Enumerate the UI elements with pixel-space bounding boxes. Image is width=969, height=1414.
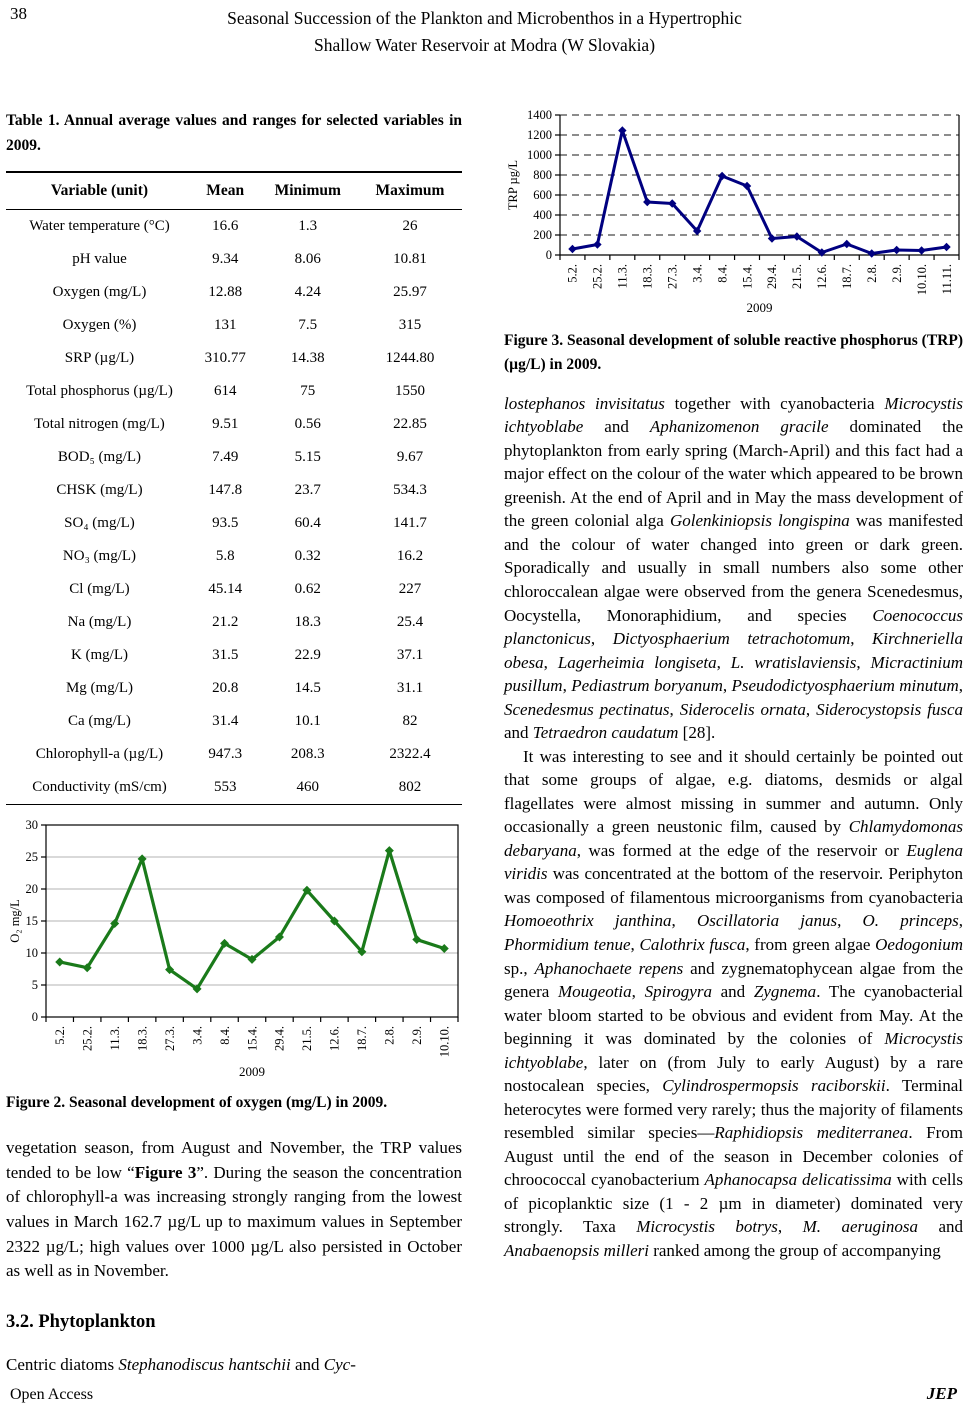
text-segment: , bbox=[722, 676, 732, 696]
figure3-caption: Figure 3. Seasonal development of soluble reactive phosphorus (TRP) (µg/L) in 2009. bbox=[504, 332, 963, 373]
svg-text:29.4.: 29.4. bbox=[765, 264, 780, 290]
text-segment: Phormidium tenue bbox=[504, 934, 631, 954]
variable-cell: NO₃ (mg/L) bbox=[62, 547, 137, 564]
figure2-caption: Figure 2. Seasonal development of oxygen (mg/L) in 2009. bbox=[6, 1093, 388, 1111]
text-segment: was concentrated at the bottom of the reservoir. Periphyton was composed of filamentous microorganisms from cyanobacteria bbox=[504, 864, 963, 907]
text-segment: Golenkiniopsis longispina bbox=[669, 511, 850, 531]
svg-text:29.4.: 29.4. bbox=[272, 1025, 287, 1051]
value-cell: 802 bbox=[398, 778, 422, 795]
text-segment: Lagerheimia longiseta bbox=[557, 652, 717, 672]
variable-cell: Cl (mg/L) bbox=[69, 580, 130, 597]
text-segment: , bbox=[837, 911, 863, 931]
section-heading: 3.2. Phytoplankton bbox=[6, 1311, 156, 1332]
value-cell: 0.62 bbox=[294, 580, 321, 597]
svg-text:15.4.: 15.4. bbox=[740, 264, 755, 290]
text-segment: Kirchneriella obesa bbox=[504, 629, 964, 672]
value-cell: 31.1 bbox=[396, 679, 424, 696]
value-cell: 147.8 bbox=[208, 481, 243, 498]
value-cell: 31.5 bbox=[212, 646, 239, 663]
text-segment: , bbox=[958, 676, 963, 696]
value-cell: 14.38 bbox=[290, 349, 325, 366]
variable-cell: Oxygen (%) bbox=[62, 316, 137, 333]
value-cell: 22.9 bbox=[294, 646, 321, 663]
table1-header-cell: Maximum bbox=[358, 172, 462, 210]
text-segment: and bbox=[711, 982, 754, 1002]
text-segment: with cells of picoplanktic size (1 - 2 µm in diameter) dominated very strongly. Taxa bbox=[504, 1170, 963, 1237]
variable-cell: SO₄ (mg/L) bbox=[64, 514, 135, 531]
svg-text:10.10.: 10.10. bbox=[914, 264, 929, 296]
variable-cell: Total nitrogen (mg/L) bbox=[34, 415, 165, 432]
text-segment: , bbox=[671, 911, 697, 931]
text-segment: Zygnema bbox=[753, 982, 817, 1002]
value-cell: 82 bbox=[402, 712, 418, 729]
text-segment: , bbox=[805, 699, 817, 719]
text-segment: , bbox=[958, 911, 963, 931]
text-segment: It was interesting to see and it should certainly be pointed out that some groups of algae, e.g. diatoms, desmids or algal flagellates were almost missing in summer and autumn. Only occasionally a green neustonic film, caused by bbox=[504, 746, 963, 837]
value-cell: 10.1 bbox=[294, 712, 321, 729]
running-title-line2: Shallow Water Reservoir at Modra (W Slovakia) bbox=[313, 35, 656, 56]
right-column bbox=[504, 83, 963, 1375]
svg-text:800: 800 bbox=[533, 168, 552, 183]
text-segment: M. aeruginosa bbox=[802, 1217, 918, 1237]
value-cell: 227 bbox=[398, 580, 422, 597]
footer-journal-logo: JEP bbox=[926, 1384, 957, 1403]
value-cell: 315 bbox=[398, 316, 422, 333]
variable-cell: Chlorophyll-a (µg/L) bbox=[35, 745, 164, 762]
variable-cell: Water temperature (°C) bbox=[29, 217, 170, 234]
table-row bbox=[6, 639, 462, 672]
table-row bbox=[6, 276, 462, 309]
text-segment: , from green algae bbox=[745, 934, 876, 954]
svg-text:400: 400 bbox=[533, 208, 552, 223]
text-segment: , bbox=[716, 652, 731, 672]
table-row bbox=[6, 507, 462, 540]
value-cell: 460 bbox=[296, 778, 319, 795]
value-cell: 18.3 bbox=[294, 613, 321, 630]
running-title-line1: Seasonal Succession of the Plankton and Microbenthos in a Hypertrophic bbox=[227, 8, 742, 28]
table-row bbox=[6, 540, 462, 573]
svg-text:1200: 1200 bbox=[527, 128, 552, 143]
value-cell: 7.5 bbox=[298, 316, 318, 333]
two-column-body bbox=[0, 83, 969, 1375]
text-segment: Coenococcus planctonicus bbox=[504, 605, 963, 649]
table-row bbox=[6, 342, 462, 375]
text-segment: , bbox=[850, 629, 873, 649]
svg-text:3.4.: 3.4. bbox=[190, 1025, 205, 1045]
value-cell: 37.1 bbox=[396, 646, 424, 663]
text-segment: , bbox=[669, 699, 680, 719]
table-row bbox=[6, 309, 462, 342]
table-row bbox=[6, 209, 462, 243]
footer-open-access: Open Access bbox=[10, 1386, 94, 1403]
svg-text:25: 25 bbox=[25, 849, 38, 864]
text-segment: and bbox=[583, 417, 650, 437]
svg-text:27.3.: 27.3. bbox=[665, 264, 680, 290]
figure3-svg bbox=[504, 109, 963, 317]
variable-cell: Total phosphorus (µg/L) bbox=[26, 382, 173, 399]
text-segment: . From August until the end of the season in December colonies of chroococcal cyanobacterium bbox=[504, 1123, 963, 1190]
text-segment: Oscillatoria janus bbox=[696, 911, 838, 931]
table-row bbox=[6, 606, 462, 639]
text-segment: Cylindrospermopsis raciborskii bbox=[662, 1076, 886, 1096]
svg-text:TRP µg/L: TRP µg/L bbox=[506, 160, 520, 211]
svg-text:2.9.: 2.9. bbox=[889, 264, 904, 283]
text-segment: sp., bbox=[504, 958, 535, 978]
value-cell: 614 bbox=[214, 382, 237, 399]
text-segment: Siderocystopsis fusca bbox=[816, 699, 964, 719]
text-segment: [28]. bbox=[678, 723, 716, 743]
svg-text:11.3.: 11.3. bbox=[615, 264, 630, 289]
variable-cell: Na (mg/L) bbox=[67, 613, 132, 630]
svg-text:0: 0 bbox=[545, 248, 552, 263]
text-segment: Oedogonium bbox=[875, 934, 963, 954]
value-cell: 12.88 bbox=[208, 283, 243, 300]
text-segment: Micractinium pusillum bbox=[504, 652, 964, 696]
text-segment: and zygnematophycean algae from the genera bbox=[504, 958, 964, 1002]
value-cell: 553 bbox=[214, 778, 237, 795]
value-cell: 23.7 bbox=[294, 481, 321, 498]
text-segment: Aphanizomenon gracile bbox=[649, 417, 829, 437]
value-cell: 208.3 bbox=[290, 745, 325, 762]
svg-text:2009: 2009 bbox=[239, 1063, 265, 1079]
svg-text:21.5.: 21.5. bbox=[790, 264, 805, 290]
svg-text:15: 15 bbox=[25, 913, 38, 928]
text-segment: lostephanos invisitatus bbox=[504, 393, 665, 413]
table-row bbox=[6, 738, 462, 771]
figure2-svg bbox=[6, 819, 462, 1081]
text-segment: , bbox=[777, 1217, 803, 1237]
text-segment: Spirogyra bbox=[644, 982, 712, 1002]
svg-text:8.4.: 8.4. bbox=[217, 1025, 232, 1045]
svg-text:18.7.: 18.7. bbox=[840, 264, 855, 290]
variable-cell: Conductivity (mS/cm) bbox=[32, 778, 167, 795]
svg-text:5: 5 bbox=[31, 977, 38, 992]
variable-cell: Ca (mg/L) bbox=[68, 712, 131, 729]
svg-text:30: 30 bbox=[25, 818, 38, 832]
svg-text:2009: 2009 bbox=[746, 300, 773, 316]
value-cell: 22.85 bbox=[393, 415, 427, 432]
variable-cell: Mg (mg/L) bbox=[65, 679, 134, 696]
svg-text:10: 10 bbox=[25, 945, 38, 960]
value-cell: 9.34 bbox=[212, 250, 239, 267]
value-cell: 1550 bbox=[394, 382, 425, 399]
table-row bbox=[6, 672, 462, 705]
text-segment: , was formed at the edge of the reservoir or bbox=[576, 840, 907, 860]
text-segment: together with cyanobacteria bbox=[664, 393, 885, 413]
table1 bbox=[6, 171, 462, 805]
text-segment: Microcystis botrys bbox=[636, 1217, 778, 1237]
text-segment: , bbox=[543, 652, 558, 672]
variable-cell: SRP (µg/L) bbox=[64, 349, 135, 366]
left-column bbox=[6, 83, 462, 1375]
svg-text:11.11.: 11.11. bbox=[939, 264, 954, 295]
svg-text:18.3.: 18.3. bbox=[135, 1025, 150, 1051]
svg-text:3.4.: 3.4. bbox=[690, 264, 705, 283]
value-cell: 310.77 bbox=[204, 349, 246, 366]
value-cell: 131 bbox=[214, 316, 237, 333]
right-paragraph-2 bbox=[504, 745, 963, 1263]
page-number: 38 bbox=[10, 4, 27, 23]
svg-text:25.2.: 25.2. bbox=[590, 264, 605, 290]
text-segment: Tetraedron caudatum bbox=[532, 723, 679, 743]
text-segment: , bbox=[630, 934, 640, 954]
text-segment: Anabaenopsis milleri bbox=[504, 1240, 649, 1260]
table1-header-cell: Variable (unit) bbox=[6, 172, 193, 210]
svg-text:2.8.: 2.8. bbox=[382, 1025, 397, 1045]
running-title bbox=[0, 5, 969, 59]
svg-text:1400: 1400 bbox=[527, 109, 552, 123]
value-cell: 5.8 bbox=[215, 547, 235, 564]
text-segment: Calothrix fusca bbox=[639, 934, 746, 954]
value-cell: 1.3 bbox=[298, 217, 318, 234]
text-segment: Figure 3 bbox=[134, 1162, 197, 1182]
table-row bbox=[6, 243, 462, 276]
text-segment: Scenedesmus pectinatus bbox=[504, 699, 670, 719]
svg-text:200: 200 bbox=[533, 228, 552, 243]
value-cell: 4.24 bbox=[294, 283, 321, 300]
table-row bbox=[6, 573, 462, 606]
svg-text:20: 20 bbox=[25, 881, 38, 896]
value-cell: 21.2 bbox=[212, 613, 239, 630]
text-segment: Cyc- bbox=[323, 1354, 356, 1374]
figure3-chart bbox=[504, 109, 963, 317]
text-segment: and bbox=[504, 723, 533, 743]
value-cell: 7.49 bbox=[212, 448, 239, 465]
text-segment: Stephanodiscus hantschii bbox=[118, 1354, 291, 1374]
table-row bbox=[6, 441, 462, 474]
table1-header-cell: Mean bbox=[193, 172, 258, 210]
svg-text:18.7.: 18.7. bbox=[355, 1025, 370, 1051]
variable-cell: CHSK (mg/L) bbox=[56, 481, 143, 498]
text-segment: Centric diatoms bbox=[6, 1354, 119, 1374]
value-cell: 947.3 bbox=[208, 745, 243, 762]
value-cell: 141.7 bbox=[393, 514, 427, 531]
value-cell: 0.56 bbox=[294, 415, 321, 432]
left-sentence bbox=[6, 1355, 462, 1375]
text-segment: Aphanochaete repens bbox=[534, 958, 684, 978]
svg-text:2.8.: 2.8. bbox=[864, 264, 879, 283]
text-segment: dominated the phytoplankton from early spring (March-April) and this fact had a major effect on the colour of the water which appeared to be brown greenish. At the end of April and in May the mass development of the green colonial alga bbox=[504, 417, 964, 531]
value-cell: 26 bbox=[402, 217, 418, 234]
value-cell: 10.81 bbox=[393, 250, 427, 267]
text-segment: , later on (from July to early August) by a rare nostocalean species, bbox=[504, 1052, 963, 1096]
text-segment: Microcystis ichtyoblabe bbox=[504, 393, 963, 437]
svg-text:0: 0 bbox=[31, 1009, 38, 1024]
svg-text:8.4.: 8.4. bbox=[715, 264, 730, 283]
variable-cell: Oxygen (mg/L) bbox=[52, 283, 147, 300]
text-segment: , bbox=[590, 629, 613, 649]
right-paragraph-1 bbox=[504, 392, 963, 745]
text-segment: O. princeps bbox=[862, 911, 959, 931]
svg-text:10.10.: 10.10. bbox=[437, 1025, 452, 1058]
table1-body bbox=[6, 209, 462, 804]
text-segment: . Terminal heterocytes were formed very rarely; thus the majority of filaments resembled similar species— bbox=[504, 1076, 964, 1143]
variable-cell: BOD₅ (mg/L) bbox=[57, 448, 142, 465]
text-segment: Euglena viridis bbox=[504, 840, 963, 884]
svg-text:12.6.: 12.6. bbox=[815, 264, 830, 290]
value-cell: 534.3 bbox=[393, 481, 427, 498]
table1-header-cell: Minimum bbox=[258, 172, 358, 210]
svg-text:2.9.: 2.9. bbox=[410, 1025, 425, 1045]
text-segment: and bbox=[290, 1354, 324, 1374]
text-segment: Dictyosphaerium tetrachotomum bbox=[612, 629, 851, 649]
value-cell: 8.06 bbox=[294, 250, 321, 267]
text-segment: Mougeotia bbox=[557, 982, 632, 1002]
svg-text:15.4.: 15.4. bbox=[245, 1025, 260, 1051]
figure2-chart bbox=[6, 819, 462, 1081]
value-cell: 60.4 bbox=[294, 514, 321, 531]
text-segment: Pseudodictyosphaerium minutum bbox=[731, 676, 959, 696]
text-segment: ranked among the group of accompanying bbox=[648, 1240, 941, 1260]
left-paragraph bbox=[6, 1136, 462, 1284]
value-cell: 16.6 bbox=[212, 217, 239, 234]
svg-text:5.2.: 5.2. bbox=[565, 264, 580, 283]
table-row bbox=[6, 771, 462, 805]
variable-cell: K (mg/L) bbox=[70, 646, 129, 663]
value-cell: 93.5 bbox=[212, 514, 239, 531]
text-segment: Aphanocapsa delicatissima bbox=[704, 1170, 892, 1190]
table-row bbox=[6, 474, 462, 507]
page-header bbox=[0, 0, 969, 59]
value-cell: 16.2 bbox=[396, 547, 424, 564]
svg-text:O₂ mg/L: O₂ mg/L bbox=[8, 899, 22, 943]
svg-text:27.3.: 27.3. bbox=[162, 1025, 177, 1051]
text-segment: , bbox=[856, 652, 871, 672]
table1-caption: Table 1. Annual average values and ranges for selected variables in 2009. bbox=[6, 112, 462, 155]
text-segment: Chlamydomonas debaryana bbox=[504, 817, 963, 860]
svg-text:1000: 1000 bbox=[527, 148, 552, 163]
table-row bbox=[6, 705, 462, 738]
value-cell: 25.4 bbox=[396, 613, 424, 630]
value-cell: 1244.80 bbox=[385, 349, 435, 366]
text-segment: Raphidiopsis mediterranea bbox=[714, 1123, 909, 1143]
value-cell: 0.32 bbox=[294, 547, 321, 564]
text-segment: and bbox=[918, 1217, 964, 1237]
value-cell: 31.4 bbox=[212, 712, 239, 729]
value-cell: 75 bbox=[300, 382, 316, 399]
svg-text:25.2.: 25.2. bbox=[80, 1025, 95, 1051]
svg-text:12.6.: 12.6. bbox=[327, 1025, 342, 1051]
svg-text:5.2.: 5.2. bbox=[52, 1025, 67, 1045]
text-segment: Microcystis ichtyoblabe bbox=[504, 1029, 963, 1072]
text-segment: was manifested and the colour of water changed into green or dark green. Sporadically and usually in small numbers also some other chloroccalean algae were observed from the genera Scenedesmus, Oocystella, Monoraphidium, and species bbox=[504, 511, 963, 625]
text-segment: , bbox=[631, 982, 645, 1002]
value-cell: 9.51 bbox=[212, 415, 239, 432]
text-segment: Homoeothrix janthina bbox=[504, 911, 672, 931]
svg-text:18.3.: 18.3. bbox=[640, 264, 655, 290]
value-cell: 20.8 bbox=[212, 679, 239, 696]
value-cell: 25.97 bbox=[393, 283, 427, 300]
text-segment: Pediastrum boryanum bbox=[571, 676, 723, 696]
value-cell: 2322.4 bbox=[389, 745, 431, 762]
table1-head-row bbox=[6, 172, 462, 210]
text-segment: L. wratislaviensis bbox=[730, 652, 857, 672]
text-segment: vegetation season, from August and November, the TRP values tended to be low “ bbox=[6, 1138, 462, 1182]
svg-text:11.3.: 11.3. bbox=[107, 1025, 122, 1051]
text-segment: , bbox=[562, 676, 572, 696]
value-cell: 5.15 bbox=[294, 448, 321, 465]
text-segment: . The cyanobacterial water bloom started to be obvious and evident from May. At the beginning it was dominated by the colonies of bbox=[504, 982, 964, 1049]
svg-text:21.5.: 21.5. bbox=[300, 1025, 315, 1051]
value-cell: 9.67 bbox=[396, 448, 424, 465]
table-row bbox=[6, 375, 462, 408]
text-segment: Siderocelis ornata bbox=[679, 699, 806, 719]
table-row bbox=[6, 408, 462, 441]
value-cell: 14.5 bbox=[294, 679, 321, 696]
variable-cell: pH value bbox=[72, 250, 127, 267]
text-segment: ”. During the season the concentration of chlorophyll-a was increasing strongly ranging from the lowest values in March 162.7 µg/L up to maximum values in September 2322 µg/L; high values over 1000 µg/L also persisted in October as well as in November. bbox=[6, 1162, 462, 1281]
value-cell: 45.14 bbox=[208, 580, 243, 597]
svg-text:600: 600 bbox=[533, 188, 552, 203]
